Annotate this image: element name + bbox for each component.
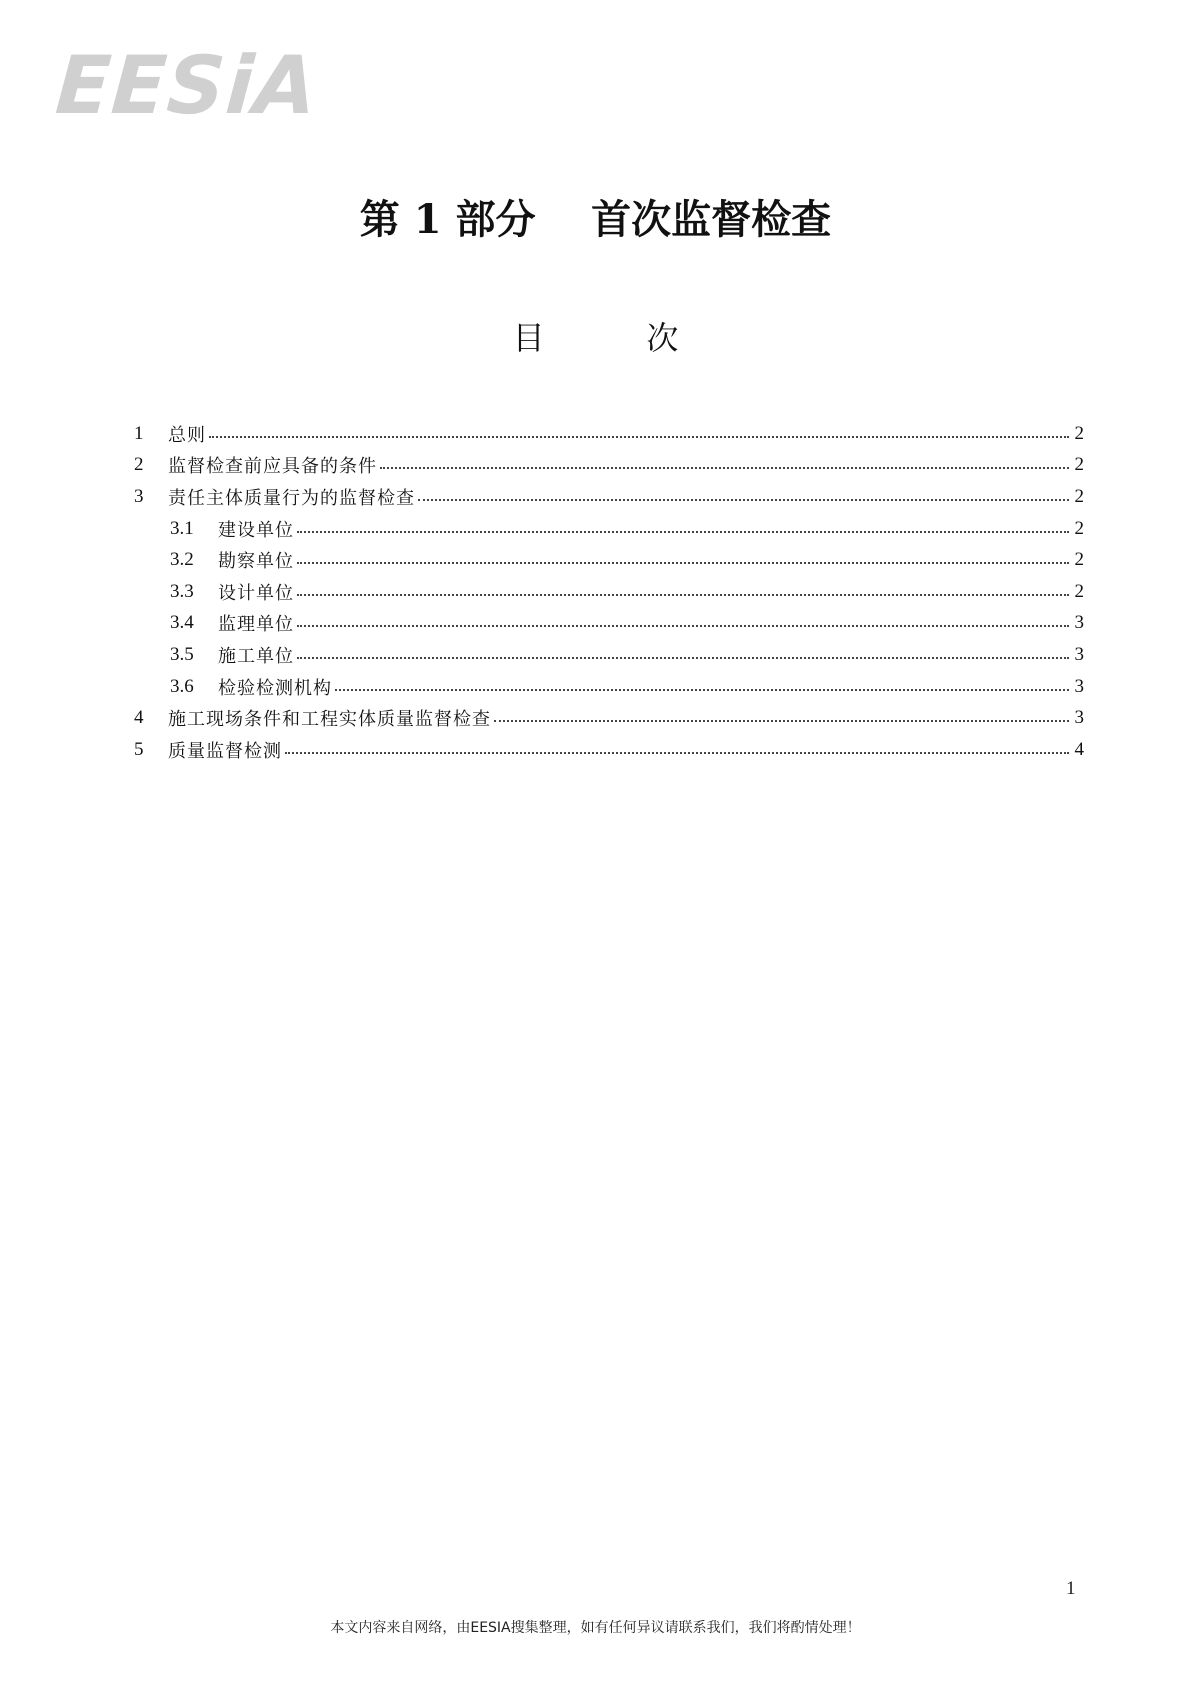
dot-leader [297,625,1069,627]
toc-entry-number: 3.3 [170,580,194,602]
toc-entry-page: 2 [1074,517,1084,539]
dot-leader [285,752,1069,754]
table-of-contents [134,418,1084,766]
toc-entry-page: 3 [1074,707,1084,729]
toc-entry-number: 1 [134,422,144,444]
dot-leader [297,531,1069,533]
toc-entry-page: 2 [1074,580,1084,602]
toc-entry-3-5[interactable] [134,639,1084,671]
toc-entry-text: 责任主体质量行为的监督检查 [168,487,415,509]
toc-entry-1[interactable] [134,418,1084,450]
toc-entry-number: 3.5 [170,643,194,665]
dot-leader [418,499,1069,501]
dot-leader [297,594,1069,596]
toc-entry-text: 建设单位 [218,519,294,541]
page-number: 1 [1066,1578,1076,1599]
toc-entry-5[interactable] [134,734,1084,766]
toc-entry-number: 5 [134,738,144,760]
toc-entry-page: 3 [1074,675,1084,697]
toc-entry-text: 设计单位 [218,582,294,604]
toc-entry-3-6[interactable] [134,671,1084,703]
toc-entry-text: 检验检测机构 [218,677,332,699]
toc-entry-number: 3 [134,485,144,507]
toc-entry-page: 3 [1074,612,1084,634]
dot-leader [335,689,1069,691]
dot-leader [494,720,1069,722]
toc-entry-number: 3.2 [170,549,194,571]
toc-entry-3-2[interactable] [134,544,1084,576]
toc-entry-3-1[interactable] [134,513,1084,545]
toc-entry-text: 监理单位 [218,614,294,636]
toc-entry-text: 监督检查前应具备的条件 [168,456,377,478]
toc-entry-number: 3.1 [170,517,194,539]
footer-note: 本文内容来自网络，由EESIA搜集整理，如有任何异议请联系我们，我们将酌情处理！ [330,1620,861,1636]
toc-entry-page: 2 [1074,422,1084,444]
toc-entry-number: 2 [134,454,144,476]
toc-entry-2[interactable] [134,450,1084,482]
dot-leader [209,436,1069,438]
dot-leader [297,562,1069,564]
toc-entry-3[interactable] [134,481,1084,513]
toc-entry-page: 2 [1074,485,1084,507]
toc-entry-number: 4 [134,707,144,729]
toc-entry-page: 2 [1074,549,1084,571]
toc-entry-number: 3.6 [170,675,194,697]
toc-entry-text: 总则 [168,424,206,446]
dot-leader [380,467,1069,469]
toc-entry-text: 施工现场条件和工程实体质量监督检查 [168,709,491,731]
toc-entry-3-4[interactable] [134,608,1084,640]
toc-entry-page: 2 [1074,454,1084,476]
toc-entry-page: 3 [1074,643,1084,665]
eesia-logo: EESiA [52,39,321,132]
toc-entry-4[interactable] [134,702,1084,734]
toc-entry-text: 勘察单位 [218,551,294,573]
toc-entry-text: 质量监督检测 [168,740,282,762]
part-title: 第 1 部分 首次监督检查 [359,196,832,243]
toc-title: 目 次 [512,319,679,357]
toc-entry-page: 4 [1074,738,1084,760]
toc-entry-text: 施工单位 [218,645,294,667]
dot-leader [297,657,1069,659]
toc-entry-3-3[interactable] [134,576,1084,608]
toc-entry-number: 3.4 [170,612,194,634]
